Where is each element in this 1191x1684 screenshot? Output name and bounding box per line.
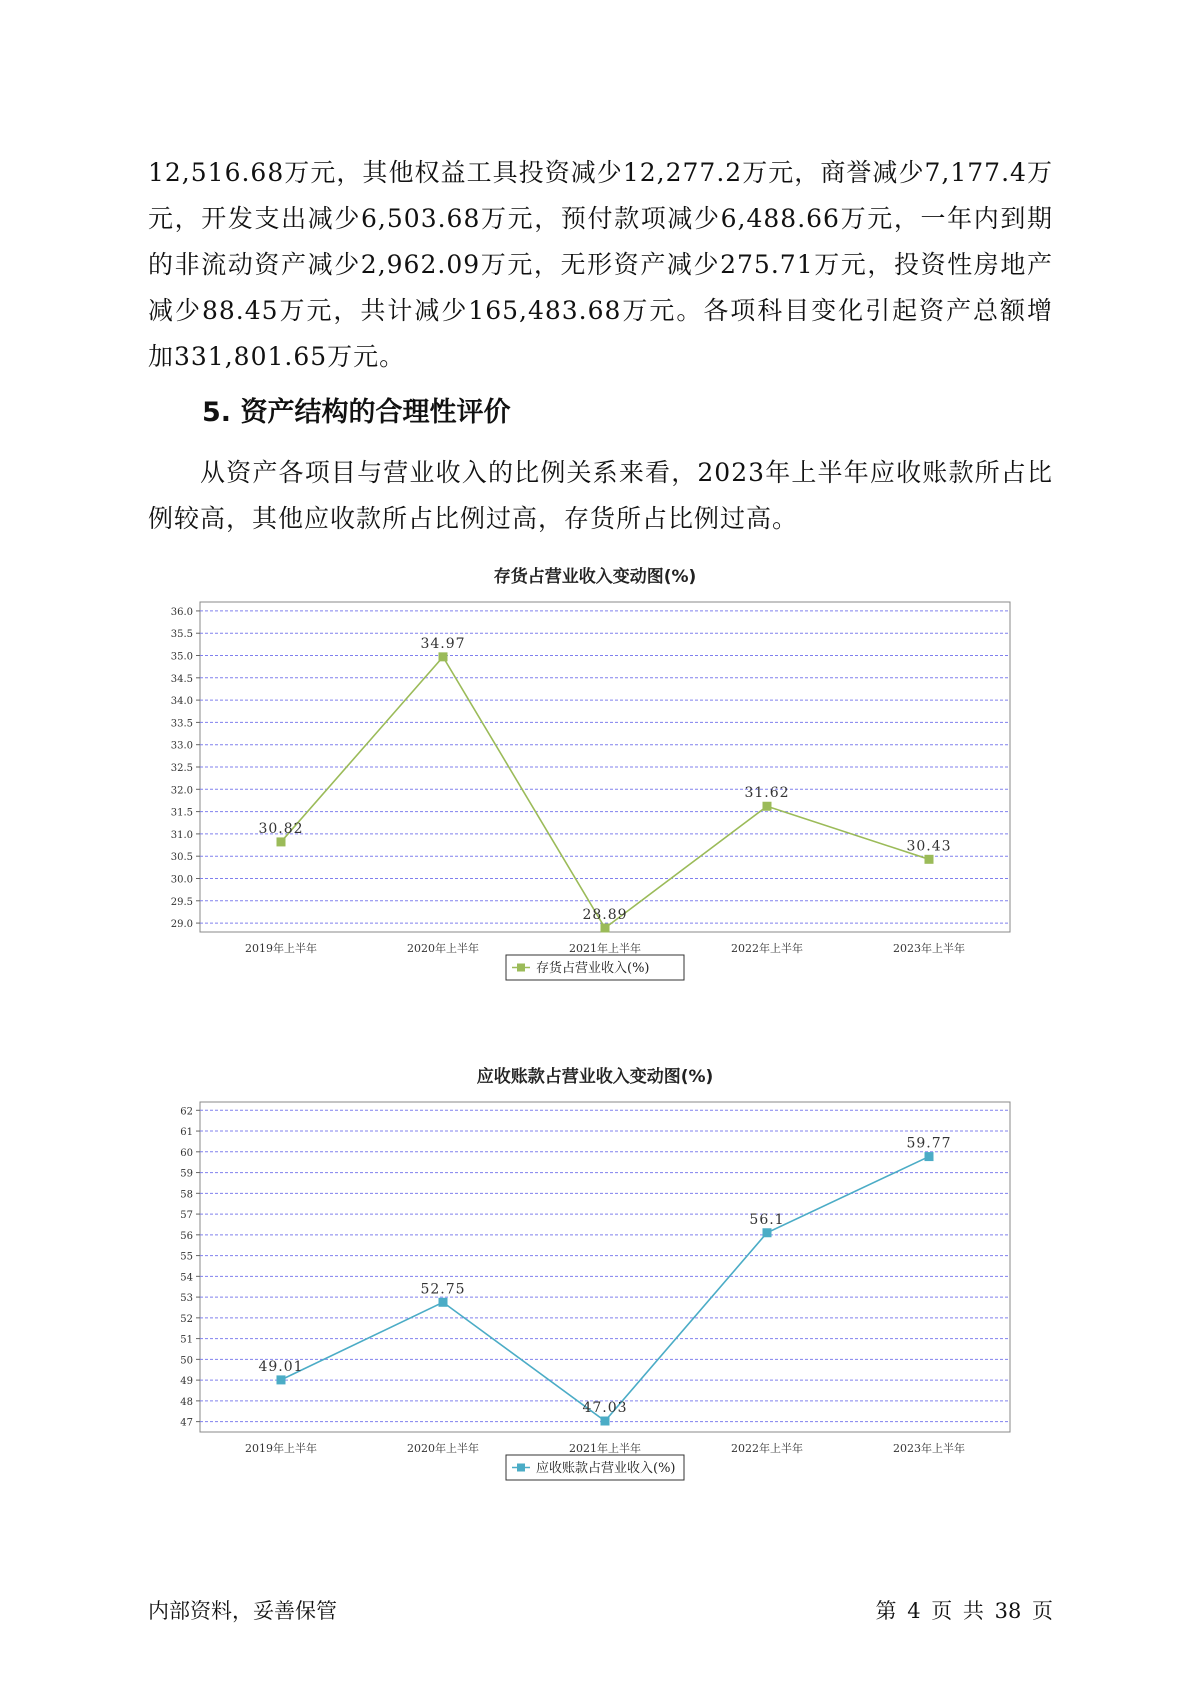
y-tick-label: 29.0 bbox=[170, 919, 193, 931]
data-point bbox=[763, 802, 772, 811]
data-point bbox=[763, 1228, 772, 1237]
legend-marker bbox=[517, 964, 525, 972]
data-label: 28.89 bbox=[582, 906, 628, 923]
data-point bbox=[277, 1375, 286, 1384]
y-tick-label: 54 bbox=[180, 1272, 193, 1284]
x-tick-label: 2020年上半年 bbox=[407, 942, 479, 955]
x-tick-label: 2020年上半年 bbox=[407, 1442, 479, 1455]
y-tick-label: 49 bbox=[180, 1376, 193, 1388]
x-tick-label: 2022年上半年 bbox=[731, 1442, 803, 1455]
y-tick-label: 29.5 bbox=[170, 896, 193, 908]
data-point bbox=[925, 855, 934, 864]
data-point bbox=[601, 1417, 610, 1426]
x-tick-label: 2022年上半年 bbox=[731, 942, 803, 955]
legend-label: 存货占营业收入(%) bbox=[536, 961, 650, 976]
y-tick-label: 58 bbox=[180, 1189, 193, 1201]
y-tick-label: 56 bbox=[180, 1230, 193, 1242]
y-tick-label: 57 bbox=[180, 1210, 193, 1222]
data-point bbox=[439, 652, 448, 661]
y-tick-label: 53 bbox=[180, 1293, 193, 1305]
section-heading: 5. 资产结构的合理性评价 bbox=[202, 397, 511, 428]
x-tick-label: 2019年上半年 bbox=[245, 942, 317, 955]
y-tick-label: 61 bbox=[180, 1127, 193, 1139]
receivables-ratio-chart bbox=[155, 1060, 1035, 1520]
y-tick-label: 55 bbox=[180, 1251, 193, 1263]
data-point bbox=[439, 1298, 448, 1307]
y-tick-label: 62 bbox=[180, 1106, 193, 1118]
data-label: 49.01 bbox=[258, 1358, 304, 1375]
y-tick-label: 30.0 bbox=[170, 874, 193, 886]
data-label: 47.03 bbox=[582, 1400, 628, 1416]
y-tick-label: 52 bbox=[180, 1313, 193, 1325]
y-tick-label: 47 bbox=[180, 1417, 193, 1429]
legend-label: 应收账款占营业收入(%) bbox=[536, 1461, 676, 1476]
y-tick-label: 34.0 bbox=[170, 696, 193, 708]
data-label: 30.82 bbox=[258, 820, 304, 837]
chart-title: 应收账款占营业收入变动图(%) bbox=[476, 1067, 714, 1087]
footer-page-number: 第 4 页 共 38 页 bbox=[875, 1599, 1053, 1623]
x-tick-label: 2021年上半年 bbox=[569, 942, 641, 955]
y-tick-label: 35.0 bbox=[170, 651, 193, 663]
y-tick-label: 32.5 bbox=[170, 763, 193, 774]
data-point bbox=[601, 923, 610, 932]
data-label: 52.75 bbox=[420, 1281, 466, 1298]
data-label: 56.1 bbox=[749, 1211, 785, 1228]
y-tick-label: 59 bbox=[180, 1168, 193, 1180]
data-label: 31.62 bbox=[744, 785, 790, 802]
y-tick-label: 36.0 bbox=[170, 606, 193, 618]
footer-confidential: 内部资料，妥善保管 bbox=[148, 1599, 337, 1623]
y-tick-label: 51 bbox=[180, 1334, 193, 1346]
inventory-ratio-chart bbox=[155, 560, 1035, 1020]
paragraph-asset-structure: 从资产各项目与营业收入的比例关系来看，2023年上半年应收账款所占比例较高，其他应收款所占比例过高，存货所占比例过高。 bbox=[148, 458, 1053, 533]
y-tick-label: 34.5 bbox=[170, 673, 193, 685]
y-tick-label: 33.5 bbox=[170, 718, 193, 730]
data-label: 34.97 bbox=[420, 635, 466, 652]
x-tick-label: 2023年上半年 bbox=[893, 1442, 965, 1455]
x-tick-label: 2023年上半年 bbox=[893, 942, 965, 955]
x-tick-label: 2019年上半年 bbox=[245, 1442, 317, 1455]
y-tick-label: 50 bbox=[180, 1355, 193, 1367]
legend-marker bbox=[517, 1464, 525, 1472]
y-tick-label: 60 bbox=[180, 1147, 193, 1159]
x-tick-label: 2021年上半年 bbox=[569, 1442, 641, 1455]
data-point bbox=[925, 1152, 934, 1161]
y-tick-label: 33.0 bbox=[170, 740, 193, 752]
y-tick-label: 48 bbox=[180, 1396, 193, 1408]
data-label: 59.77 bbox=[906, 1135, 952, 1152]
chart-title: 存货占营业收入变动图(%) bbox=[493, 567, 697, 587]
data-label: 30.43 bbox=[906, 838, 952, 855]
y-tick-label: 31.5 bbox=[170, 807, 193, 819]
data-point bbox=[277, 837, 286, 846]
y-tick-label: 35.5 bbox=[170, 629, 193, 641]
y-tick-label: 30.5 bbox=[170, 852, 193, 864]
y-tick-label: 31.0 bbox=[170, 829, 193, 841]
paragraph-asset-decrease: 12,516.68万元，其他权益工具投资减少12,277.2万元，商誉减少7,177.4万元，开发支出减少6,503.68万元，预付款项减少6,488.66万元，一年内到期的非流动资产减少2,962.09万元，无形资产减少275.71万元，投资性房地产减少88.45万元，共计减少165,483.68万元。各项科目变化引起资产总额增加331,801.65万元。 bbox=[148, 158, 1053, 371]
y-tick-label: 32.0 bbox=[170, 785, 193, 797]
